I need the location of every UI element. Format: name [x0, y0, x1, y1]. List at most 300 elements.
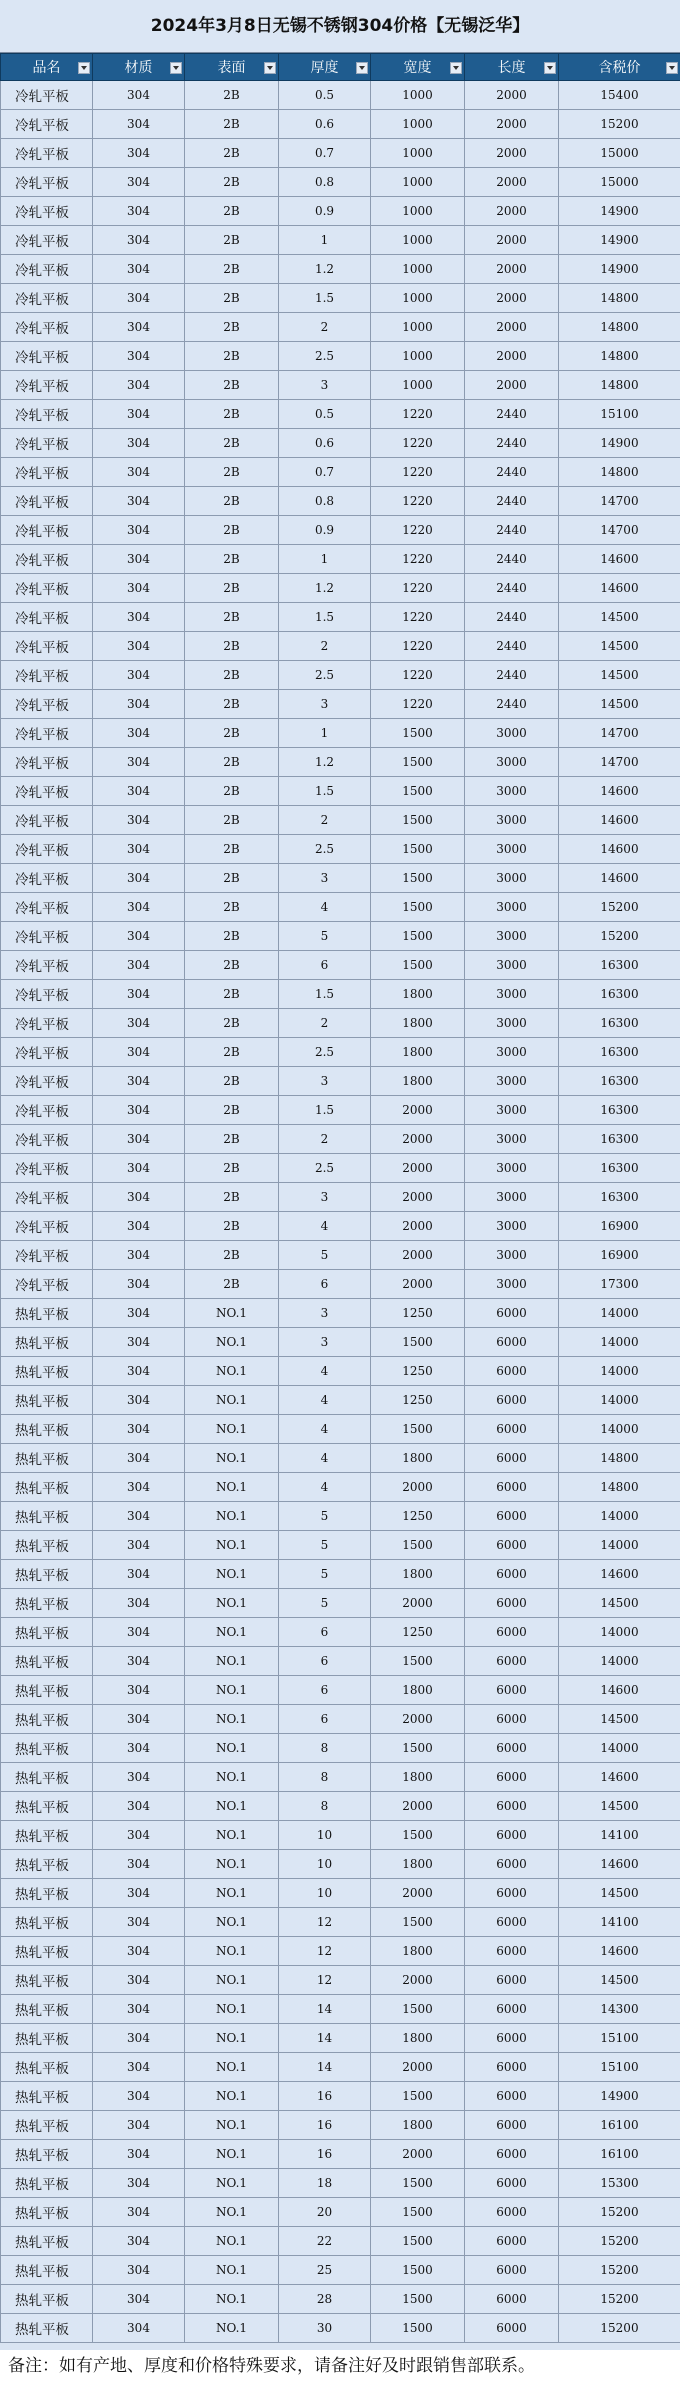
cell-length: 3000 [465, 1212, 559, 1241]
cell-length: 3000 [465, 1096, 559, 1125]
cell-surface: 2B [185, 487, 279, 516]
cell-length: 2000 [465, 371, 559, 400]
cell-material: 304 [93, 1589, 185, 1618]
cell-price: 16100 [559, 2140, 680, 2169]
cell-surface: 2B [185, 893, 279, 922]
cell-material: 304 [93, 690, 185, 719]
cell-length: 6000 [465, 2053, 559, 2082]
cell-length: 2440 [465, 603, 559, 632]
cell-width: 1800 [371, 1937, 465, 1966]
cell-thickness: 4 [279, 1212, 371, 1241]
cell-price: 15000 [559, 139, 680, 168]
cell-length: 3000 [465, 748, 559, 777]
table-row [1, 1792, 680, 1821]
cell-material: 304 [93, 2227, 185, 2256]
cell-width: 1500 [371, 2082, 465, 2111]
cell-product: 热轧平板 [1, 1560, 93, 1589]
cell-length: 6000 [465, 2140, 559, 2169]
cell-product: 热轧平板 [1, 1850, 93, 1879]
cell-width: 1220 [371, 545, 465, 574]
cell-price: 14300 [559, 1995, 680, 2024]
cell-length: 6000 [465, 1995, 559, 2024]
cell-price: 14900 [559, 197, 680, 226]
cell-product: 冷轧平板 [1, 1270, 93, 1299]
cell-price: 14000 [559, 1502, 680, 1531]
cell-width: 1800 [371, 1444, 465, 1473]
cell-price: 14000 [559, 1734, 680, 1763]
cell-price: 14600 [559, 806, 680, 835]
cell-width: 1000 [371, 110, 465, 139]
cell-material: 304 [93, 1995, 185, 2024]
cell-material: 304 [93, 1821, 185, 1850]
cell-price: 14600 [559, 1937, 680, 1966]
cell-thickness: 5 [279, 1241, 371, 1270]
cell-length: 6000 [465, 2285, 559, 2314]
cell-surface: 2B [185, 603, 279, 632]
table-row [1, 2285, 680, 2314]
cell-material: 304 [93, 400, 185, 429]
cell-material: 304 [93, 313, 185, 342]
cell-thickness: 25 [279, 2256, 371, 2285]
cell-price: 14500 [559, 1966, 680, 1995]
cell-width: 1250 [371, 1502, 465, 1531]
cell-surface: NO.1 [185, 1473, 279, 1502]
cell-product: 冷轧平板 [1, 632, 93, 661]
cell-price: 14000 [559, 1415, 680, 1444]
header-thickness: 厚度 [279, 54, 371, 81]
cell-width: 1800 [371, 1850, 465, 1879]
cell-surface: NO.1 [185, 2198, 279, 2227]
cell-width: 1000 [371, 284, 465, 313]
cell-surface: NO.1 [185, 2140, 279, 2169]
cell-surface: 2B [185, 632, 279, 661]
table-row [1, 1502, 680, 1531]
cell-width: 1000 [371, 139, 465, 168]
cell-surface: NO.1 [185, 1328, 279, 1357]
cell-material: 304 [93, 545, 185, 574]
cell-surface: 2B [185, 429, 279, 458]
cell-material: 304 [93, 661, 185, 690]
cell-material: 304 [93, 429, 185, 458]
cell-material: 304 [93, 1125, 185, 1154]
cell-material: 304 [93, 951, 185, 980]
cell-surface: 2B [185, 951, 279, 980]
table-row [1, 1067, 680, 1096]
cell-product: 热轧平板 [1, 1792, 93, 1821]
table-row [1, 1676, 680, 1705]
table-row [1, 342, 680, 371]
table-row [1, 313, 680, 342]
cell-product: 冷轧平板 [1, 226, 93, 255]
cell-product: 冷轧平板 [1, 284, 93, 313]
table-row [1, 1473, 680, 1502]
cell-product: 热轧平板 [1, 1821, 93, 1850]
cell-surface: NO.1 [185, 1415, 279, 1444]
cell-length: 3000 [465, 951, 559, 980]
cell-material: 304 [93, 139, 185, 168]
table-row [1, 1241, 680, 1270]
cell-thickness: 0.9 [279, 197, 371, 226]
table-row [1, 1647, 680, 1676]
cell-length: 2000 [465, 197, 559, 226]
cell-thickness: 18 [279, 2169, 371, 2198]
cell-width: 1500 [371, 2227, 465, 2256]
cell-thickness: 4 [279, 1473, 371, 1502]
cell-material: 304 [93, 516, 185, 545]
cell-thickness: 2 [279, 1125, 371, 1154]
cell-surface: 2B [185, 1154, 279, 1183]
cell-price: 15300 [559, 2169, 680, 2198]
cell-product: 热轧平板 [1, 2053, 93, 2082]
cell-product: 热轧平板 [1, 2082, 93, 2111]
cell-width: 1000 [371, 313, 465, 342]
cell-length: 2440 [465, 574, 559, 603]
cell-length: 2000 [465, 81, 559, 110]
cell-length: 3000 [465, 1125, 559, 1154]
cell-price: 14800 [559, 313, 680, 342]
cell-surface: 2B [185, 1183, 279, 1212]
cell-length: 2000 [465, 313, 559, 342]
cell-material: 304 [93, 2053, 185, 2082]
cell-surface: NO.1 [185, 2111, 279, 2140]
cell-surface: NO.1 [185, 2285, 279, 2314]
cell-price: 14600 [559, 835, 680, 864]
cell-product: 热轧平板 [1, 1734, 93, 1763]
cell-surface: NO.1 [185, 1589, 279, 1618]
cell-product: 冷轧平板 [1, 400, 93, 429]
cell-surface: NO.1 [185, 1879, 279, 1908]
cell-material: 304 [93, 197, 185, 226]
cell-length: 6000 [465, 1357, 559, 1386]
cell-surface: NO.1 [185, 1299, 279, 1328]
cell-thickness: 1 [279, 545, 371, 574]
cell-price: 14700 [559, 719, 680, 748]
cell-product: 热轧平板 [1, 1444, 93, 1473]
cell-price: 16300 [559, 1038, 680, 1067]
table-row [1, 835, 680, 864]
cell-material: 304 [93, 1473, 185, 1502]
cell-thickness: 6 [279, 1618, 371, 1647]
cell-product: 冷轧平板 [1, 255, 93, 284]
cell-price: 15100 [559, 400, 680, 429]
cell-width: 2000 [371, 2053, 465, 2082]
cell-surface: 2B [185, 1212, 279, 1241]
cell-price: 14600 [559, 545, 680, 574]
cell-surface: 2B [185, 168, 279, 197]
cell-product: 热轧平板 [1, 2024, 93, 2053]
cell-surface: NO.1 [185, 1560, 279, 1589]
filter-dropdown-icon[interactable] [450, 62, 462, 74]
cell-product: 热轧平板 [1, 1357, 93, 1386]
cell-width: 1500 [371, 922, 465, 951]
cell-product: 热轧平板 [1, 2198, 93, 2227]
cell-product: 热轧平板 [1, 1299, 93, 1328]
cell-price: 14700 [559, 487, 680, 516]
cell-width: 2000 [371, 1792, 465, 1821]
cell-product: 冷轧平板 [1, 748, 93, 777]
cell-surface: NO.1 [185, 1966, 279, 1995]
cell-price: 16900 [559, 1241, 680, 1270]
cell-price: 15200 [559, 922, 680, 951]
cell-material: 304 [93, 1067, 185, 1096]
cell-price: 15100 [559, 2053, 680, 2082]
table-row [1, 1560, 680, 1589]
filter-dropdown-icon[interactable] [356, 62, 368, 74]
cell-width: 1500 [371, 951, 465, 980]
cell-surface: 2B [185, 516, 279, 545]
table-row [1, 1386, 680, 1415]
cell-length: 2440 [465, 487, 559, 516]
header-row [1, 54, 680, 81]
cell-material: 304 [93, 487, 185, 516]
cell-material: 304 [93, 777, 185, 806]
cell-material: 304 [93, 371, 185, 400]
cell-length: 3000 [465, 1038, 559, 1067]
cell-price: 14500 [559, 1792, 680, 1821]
cell-thickness: 12 [279, 1937, 371, 1966]
cell-width: 2000 [371, 1270, 465, 1299]
cell-thickness: 6 [279, 1676, 371, 1705]
cell-length: 3000 [465, 1241, 559, 1270]
table-body [1, 81, 680, 2343]
table-row [1, 2169, 680, 2198]
cell-material: 304 [93, 1502, 185, 1531]
cell-thickness: 8 [279, 1763, 371, 1792]
cell-price: 14600 [559, 574, 680, 603]
cell-width: 1220 [371, 603, 465, 632]
cell-material: 304 [93, 719, 185, 748]
cell-width: 1250 [371, 1357, 465, 1386]
cell-thickness: 2.5 [279, 835, 371, 864]
table-row [1, 1415, 680, 1444]
cell-length: 6000 [465, 1676, 559, 1705]
cell-thickness: 0.8 [279, 168, 371, 197]
cell-surface: 2B [185, 284, 279, 313]
table-row [1, 2198, 680, 2227]
cell-price: 15200 [559, 2198, 680, 2227]
cell-thickness: 8 [279, 1792, 371, 1821]
cell-material: 304 [93, 2256, 185, 2285]
cell-thickness: 5 [279, 1531, 371, 1560]
cell-material: 304 [93, 2140, 185, 2169]
cell-width: 1250 [371, 1386, 465, 1415]
cell-width: 1000 [371, 371, 465, 400]
cell-product: 冷轧平板 [1, 1096, 93, 1125]
table-row [1, 1705, 680, 1734]
cell-width: 1250 [371, 1618, 465, 1647]
cell-length: 2440 [465, 545, 559, 574]
cell-thickness: 3 [279, 1183, 371, 1212]
cell-surface: 2B [185, 806, 279, 835]
cell-product: 冷轧平板 [1, 139, 93, 168]
cell-price: 16300 [559, 1096, 680, 1125]
cell-width: 1800 [371, 1009, 465, 1038]
filter-dropdown-icon[interactable] [666, 62, 678, 74]
cell-length: 2440 [465, 690, 559, 719]
cell-material: 304 [93, 1763, 185, 1792]
cell-price: 14700 [559, 516, 680, 545]
filter-dropdown-icon[interactable] [78, 62, 90, 74]
cell-material: 304 [93, 2198, 185, 2227]
cell-thickness: 8 [279, 1734, 371, 1763]
table-row [1, 1589, 680, 1618]
cell-price: 14800 [559, 458, 680, 487]
cell-width: 1220 [371, 458, 465, 487]
cell-surface: 2B [185, 255, 279, 284]
cell-surface: NO.1 [185, 2053, 279, 2082]
cell-material: 304 [93, 1444, 185, 1473]
table-row [1, 81, 680, 110]
cell-length: 3000 [465, 980, 559, 1009]
filter-dropdown-icon[interactable] [264, 62, 276, 74]
cell-price: 14900 [559, 226, 680, 255]
cell-length: 6000 [465, 1589, 559, 1618]
cell-material: 304 [93, 980, 185, 1009]
cell-price: 14900 [559, 255, 680, 284]
cell-material: 304 [93, 2111, 185, 2140]
cell-product: 冷轧平板 [1, 342, 93, 371]
cell-width: 1220 [371, 400, 465, 429]
cell-thickness: 0.8 [279, 487, 371, 516]
cell-price: 14000 [559, 1357, 680, 1386]
cell-price: 16300 [559, 1154, 680, 1183]
cell-surface: NO.1 [185, 1502, 279, 1531]
cell-surface: 2B [185, 110, 279, 139]
table-row [1, 400, 680, 429]
header-surface: 表面 [185, 54, 279, 81]
cell-width: 1500 [371, 2256, 465, 2285]
cell-width: 1500 [371, 864, 465, 893]
cell-product: 热轧平板 [1, 1647, 93, 1676]
cell-width: 2000 [371, 1125, 465, 1154]
table-row [1, 893, 680, 922]
cell-material: 304 [93, 806, 185, 835]
cell-width: 2000 [371, 1096, 465, 1125]
cell-price: 14600 [559, 1676, 680, 1705]
cell-material: 304 [93, 284, 185, 313]
footer-note: 备注：如有产地、厚度和价格特殊要求，请备注好及时跟销售部联系。 [0, 2350, 680, 2382]
cell-length: 6000 [465, 1734, 559, 1763]
cell-width: 1500 [371, 719, 465, 748]
cell-price: 14800 [559, 371, 680, 400]
cell-material: 304 [93, 2024, 185, 2053]
table-row [1, 2082, 680, 2111]
cell-thickness: 1.5 [279, 284, 371, 313]
cell-length: 6000 [465, 1618, 559, 1647]
cell-length: 6000 [465, 1473, 559, 1502]
filter-dropdown-icon[interactable] [170, 62, 182, 74]
cell-material: 304 [93, 1009, 185, 1038]
table-row [1, 429, 680, 458]
cell-surface: 2B [185, 371, 279, 400]
cell-length: 6000 [465, 1502, 559, 1531]
table-row [1, 1937, 680, 1966]
cell-width: 2000 [371, 2140, 465, 2169]
cell-length: 3000 [465, 1270, 559, 1299]
cell-thickness: 5 [279, 1502, 371, 1531]
cell-length: 6000 [465, 2198, 559, 2227]
cell-price: 16300 [559, 1009, 680, 1038]
cell-material: 304 [93, 1850, 185, 1879]
cell-width: 1500 [371, 748, 465, 777]
cell-length: 6000 [465, 2256, 559, 2285]
cell-material: 304 [93, 1966, 185, 1995]
cell-product: 冷轧平板 [1, 922, 93, 951]
cell-product: 热轧平板 [1, 1531, 93, 1560]
cell-thickness: 6 [279, 1270, 371, 1299]
cell-width: 1220 [371, 487, 465, 516]
filter-dropdown-icon[interactable] [544, 62, 556, 74]
cell-surface: 2B [185, 139, 279, 168]
cell-length: 2440 [465, 661, 559, 690]
cell-price: 14500 [559, 603, 680, 632]
cell-price: 16300 [559, 1125, 680, 1154]
cell-material: 304 [93, 835, 185, 864]
cell-material: 304 [93, 2314, 185, 2343]
cell-width: 1000 [371, 81, 465, 110]
cell-thickness: 4 [279, 1357, 371, 1386]
table-row [1, 139, 680, 168]
table-row [1, 719, 680, 748]
cell-price: 14600 [559, 777, 680, 806]
cell-thickness: 16 [279, 2140, 371, 2169]
cell-price: 15400 [559, 81, 680, 110]
table-row [1, 1966, 680, 1995]
cell-thickness: 0.6 [279, 110, 371, 139]
cell-length: 2000 [465, 139, 559, 168]
cell-length: 6000 [465, 2227, 559, 2256]
cell-material: 304 [93, 1415, 185, 1444]
cell-length: 6000 [465, 1792, 559, 1821]
cell-price: 15200 [559, 893, 680, 922]
cell-surface: 2B [185, 777, 279, 806]
cell-width: 1800 [371, 1038, 465, 1067]
cell-material: 304 [93, 748, 185, 777]
price-table [0, 53, 680, 2343]
cell-material: 304 [93, 1734, 185, 1763]
header-width: 宽度 [371, 54, 465, 81]
cell-surface: NO.1 [185, 1850, 279, 1879]
cell-width: 1250 [371, 1299, 465, 1328]
cell-width: 1220 [371, 429, 465, 458]
table-row [1, 1995, 680, 2024]
cell-length: 6000 [465, 1444, 559, 1473]
table-row [1, 284, 680, 313]
table-row [1, 255, 680, 284]
table-row [1, 1096, 680, 1125]
cell-thickness: 0.5 [279, 400, 371, 429]
cell-width: 1220 [371, 574, 465, 603]
table-row [1, 1618, 680, 1647]
table-row [1, 1038, 680, 1067]
cell-price: 14600 [559, 1560, 680, 1589]
cell-thickness: 3 [279, 864, 371, 893]
cell-product: 热轧平板 [1, 2227, 93, 2256]
cell-surface: 2B [185, 458, 279, 487]
cell-width: 1000 [371, 197, 465, 226]
cell-width: 1800 [371, 2024, 465, 2053]
cell-price: 14800 [559, 342, 680, 371]
cell-product: 冷轧平板 [1, 690, 93, 719]
cell-thickness: 20 [279, 2198, 371, 2227]
cell-surface: NO.1 [185, 1937, 279, 1966]
cell-product: 冷轧平板 [1, 777, 93, 806]
cell-surface: 2B [185, 835, 279, 864]
table-row [1, 1879, 680, 1908]
cell-product: 冷轧平板 [1, 313, 93, 342]
cell-length: 6000 [465, 2314, 559, 2343]
cell-price: 15200 [559, 2314, 680, 2343]
